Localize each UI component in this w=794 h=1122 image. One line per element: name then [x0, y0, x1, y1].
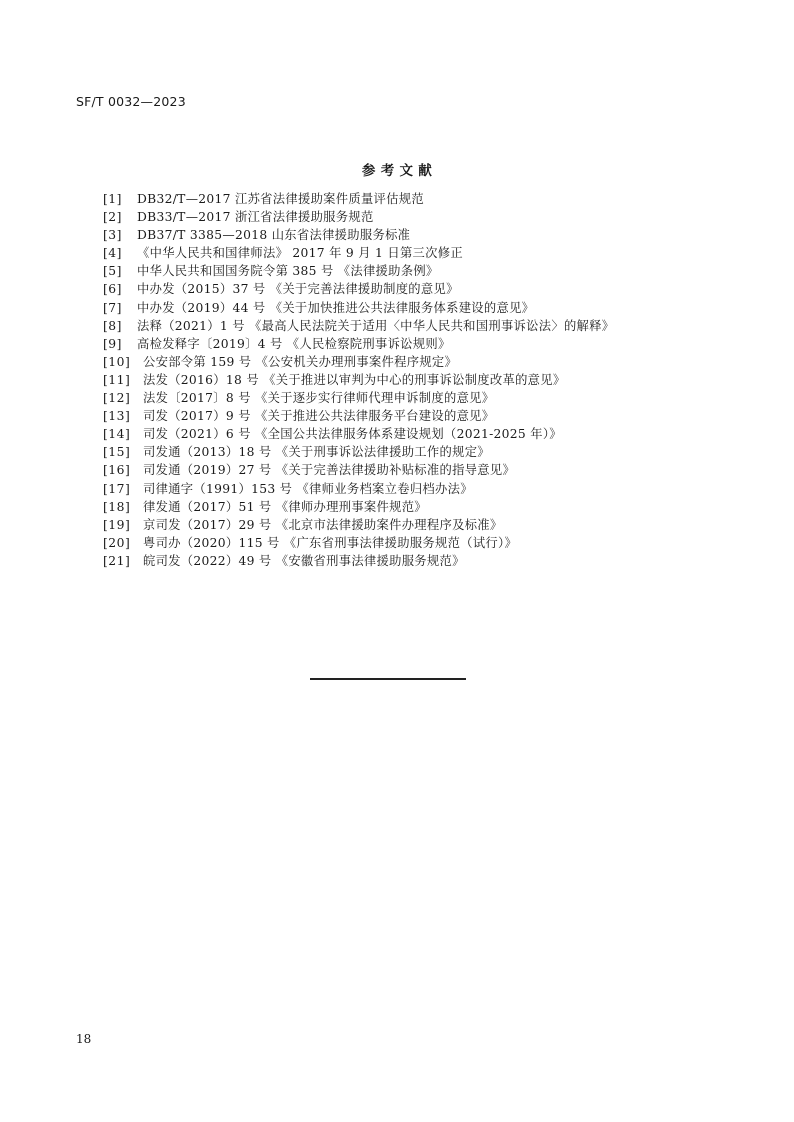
reference-item [103, 389, 743, 407]
reference-text: 《中华人民共和国律师法》 2017 年 9 月 1 日第三次修正 [137, 246, 463, 261]
reference-number: [4] [103, 246, 122, 261]
reference-text: DB32/T—2017 江苏省法律援助案件质量评估规范 [137, 192, 424, 206]
reference-number: [5] [103, 264, 122, 279]
reference-item [103, 244, 743, 262]
reference-number: [14] [103, 427, 131, 442]
reference-text: 司发（2021）6 号 《全国公共法律服务体系建设规划（2021-2025 年）》 [143, 427, 562, 442]
reference-text: DB37/T 3385—2018 山东省法律援助服务标准 [137, 228, 411, 243]
reference-text: 粤司办（2020）115 号 《广东省刑事法律援助服务规范（试行）》 [143, 535, 518, 550]
reference-number: [7] [103, 300, 122, 315]
reference-item [103, 498, 743, 516]
reference-text: 司发通（2019）27 号 《关于完善法律援助补贴标准的指导意见》 [143, 463, 516, 478]
reference-item [103, 299, 743, 317]
reference-number: [18] [103, 499, 131, 514]
reference-item [103, 443, 743, 461]
reference-text: 法发（2016）18 号 《关于推进以审判为中心的刑事诉讼制度改革的意见》 [143, 372, 566, 387]
page-number: 18 [76, 1032, 92, 1046]
reference-number: [15] [103, 445, 131, 460]
reference-item [103, 335, 743, 353]
end-rule [310, 678, 466, 680]
reference-item [103, 190, 743, 208]
reference-text: 皖司发（2022）49 号 《安徽省刑事法律援助服务规范》 [143, 553, 465, 568]
reference-number: [13] [103, 409, 131, 424]
reference-number: [1] [103, 192, 122, 206]
reference-text: 司发通（2013）18 号 《关于刑事诉讼法律援助工作的规定》 [143, 445, 490, 460]
reference-text: 中办发（2015）37 号 《关于完善法律援助制度的意见》 [137, 282, 459, 297]
reference-item [103, 480, 743, 498]
reference-item [103, 534, 743, 552]
reference-text: 法释（2021）1 号 《最高人民法院关于适用〈中华人民共和国刑事诉讼法〉的解释》 [137, 318, 615, 333]
reference-number: [19] [103, 517, 131, 532]
reference-number: [3] [103, 228, 122, 243]
reference-text: 司律通字（1991）153 号 《律师业务档案立卷归档办法》 [143, 481, 473, 496]
reference-item [103, 552, 743, 570]
reference-text: 中华人民共和国国务院令第 385 号 《法律援助条例》 [137, 264, 439, 279]
reference-number: [10] [103, 354, 131, 369]
reference-item [103, 425, 743, 443]
reference-item [103, 407, 743, 425]
section-title: 参 考 文 献 [361, 163, 433, 179]
reference-number: [9] [103, 336, 122, 351]
reference-item [103, 262, 743, 280]
reference-item [103, 461, 743, 479]
reference-text: 中办发（2019）44 号 《关于加快推进公共法律服务体系建设的意见》 [137, 300, 535, 315]
reference-number: [17] [103, 481, 131, 496]
reference-text: DB33/T—2017 浙江省法律援助服务规范 [137, 210, 374, 225]
reference-item [103, 280, 743, 298]
reference-item [103, 516, 743, 534]
reference-number: [20] [103, 535, 131, 550]
reference-item [103, 226, 743, 244]
reference-number: [16] [103, 463, 131, 478]
reference-text: 司发（2017）9 号 《关于推进公共法律服务平台建设的意见》 [143, 409, 495, 424]
reference-number: [6] [103, 282, 122, 297]
reference-number: [21] [103, 553, 131, 568]
reference-item [103, 371, 743, 389]
reference-item [103, 317, 743, 335]
reference-item [103, 353, 743, 371]
reference-number: [12] [103, 391, 131, 406]
reference-text: 法发〔2017〕8 号 《关于逐步实行律师代理申诉制度的意见》 [143, 391, 495, 406]
reference-text: 律发通（2017）51 号 《律师办理刑事案件规范》 [143, 499, 427, 514]
document-code: SF/T 0032—2023 [76, 94, 186, 109]
reference-text: 京司发（2017）29 号 《北京市法律援助案件办理程序及标准》 [143, 517, 503, 532]
reference-text: 公安部令第 159 号 《公安机关办理刑事案件程序规定》 [143, 354, 458, 369]
reference-text: 高检发释字〔2019〕4 号 《人民检察院刑事诉讼规则》 [137, 336, 451, 351]
reference-number: [2] [103, 210, 122, 225]
reference-list [103, 190, 743, 570]
reference-number: [11] [103, 372, 131, 387]
reference-number: [8] [103, 318, 122, 333]
reference-item [103, 208, 743, 226]
